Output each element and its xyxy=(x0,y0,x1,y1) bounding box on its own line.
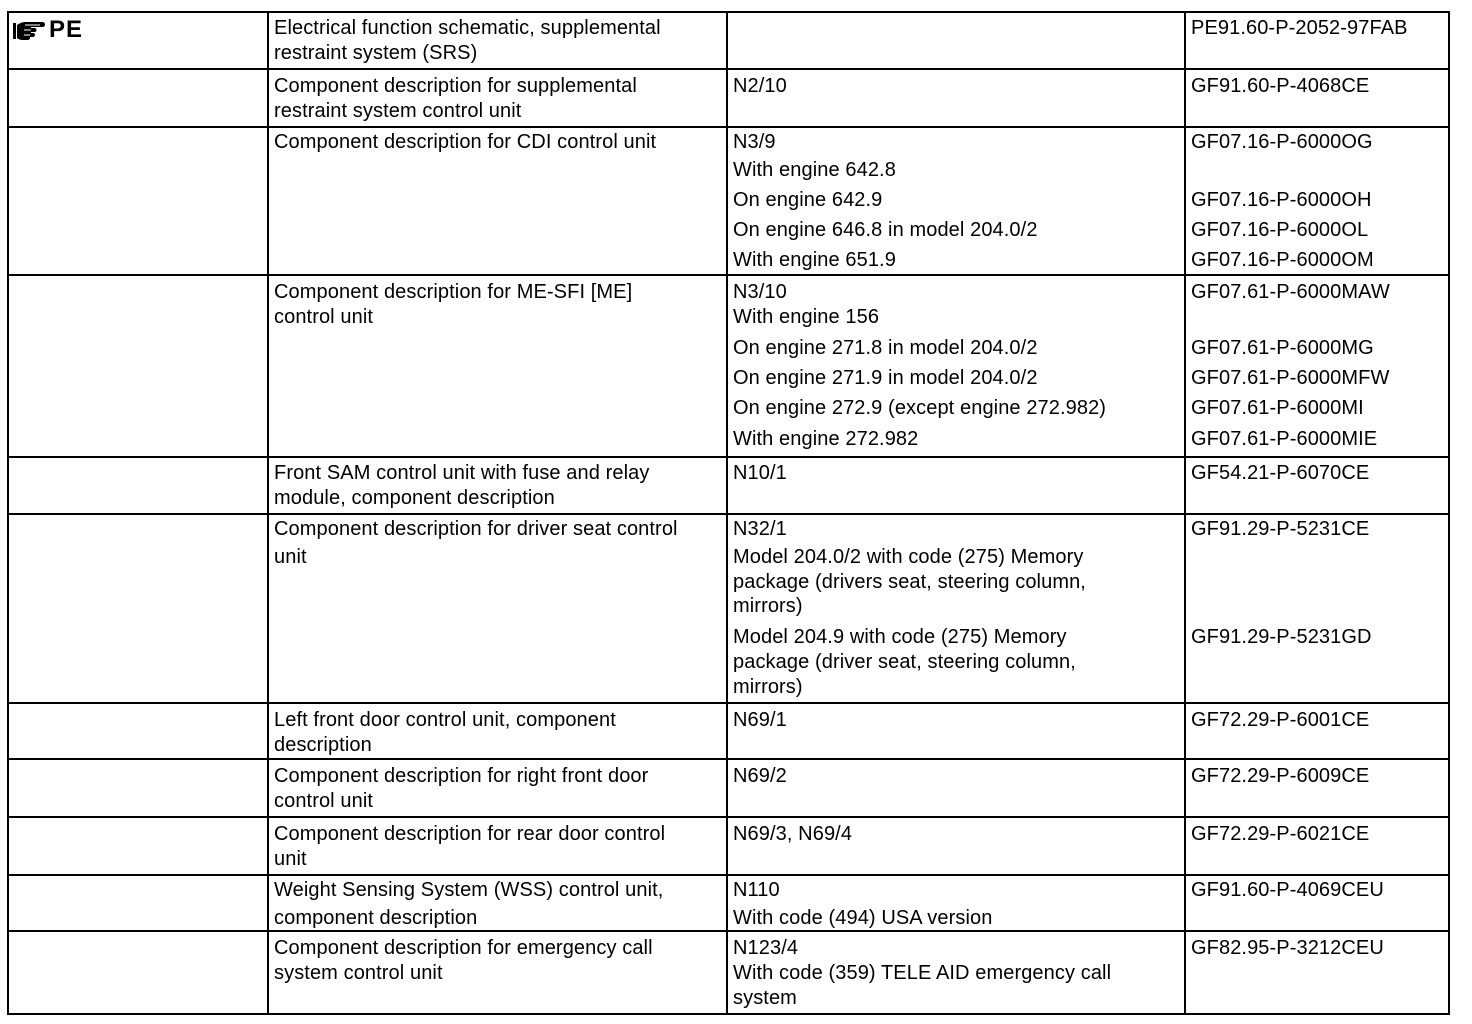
row-description-line: Component description for rear door control xyxy=(274,823,666,845)
document-reference: GF54.21-P-6070CE xyxy=(1191,462,1370,484)
row-divider xyxy=(7,68,1450,70)
row-divider xyxy=(7,702,1450,704)
component-entry: N3/9 xyxy=(733,131,776,153)
component-entry: Model 204.9 with code (275) Memory xyxy=(733,626,1067,648)
row-description-line: component description xyxy=(274,907,478,929)
component-entry: N123/4 xyxy=(733,937,799,959)
row-description-line: restraint system (SRS) xyxy=(274,42,478,64)
column-divider xyxy=(726,11,728,1015)
document-reference: GF82.95-P-3212CEU xyxy=(1191,937,1384,959)
document-reference: GF07.61-P-6000MG xyxy=(1191,337,1374,359)
component-entry: With engine 642.8 xyxy=(733,159,896,181)
document-reference: GF91.60-P-4068CE xyxy=(1191,75,1370,97)
row-description-line: Component description for supplemental xyxy=(274,75,637,97)
component-entry: On engine 272.9 (except engine 272.982) xyxy=(733,397,1107,419)
row-description-line: Weight Sensing System (WSS) control unit, xyxy=(274,879,664,901)
row-description-line: Component description for driver seat control xyxy=(274,518,678,540)
row-divider xyxy=(7,874,1450,876)
document-reference: GF91.29-P-5231CE xyxy=(1191,518,1370,540)
component-entry: N3/10 xyxy=(733,281,787,303)
document-reference: GF91.60-P-4069CEU xyxy=(1191,879,1384,901)
component-entry: package (drivers seat, steering column, xyxy=(733,571,1086,593)
component-entry: N2/10 xyxy=(733,75,787,97)
table-border-top xyxy=(7,11,1450,13)
row-description-line: unit xyxy=(274,546,307,568)
document-reference: GF07.61-P-6000MAW xyxy=(1191,281,1390,303)
row-description-line: system control unit xyxy=(274,962,443,984)
component-entry: With code (359) TELE AID emergency call xyxy=(733,962,1112,984)
component-entry: mirrors) xyxy=(733,595,803,617)
document-reference: PE91.60-P-2052-97FAB xyxy=(1191,17,1408,39)
component-entry: N32/1 xyxy=(733,518,787,540)
row-description-line: Component description for emergency call xyxy=(274,937,653,959)
table-border-left xyxy=(7,11,9,1015)
row-divider xyxy=(7,126,1450,128)
document-reference: GF72.29-P-6009CE xyxy=(1191,765,1370,787)
component-entry: system xyxy=(733,987,797,1009)
table-border-bottom xyxy=(7,1013,1450,1015)
document-reference: GF07.16-P-6000OG xyxy=(1191,131,1373,153)
component-entry: With engine 272.982 xyxy=(733,428,919,450)
row-divider xyxy=(7,758,1450,760)
component-entry: mirrors) xyxy=(733,676,803,698)
row-description-line: Component description for ME-SFI [ME] xyxy=(274,281,633,303)
component-entry: N69/3, N69/4 xyxy=(733,823,853,845)
component-entry: N110 xyxy=(733,879,780,901)
row-description-line: Front SAM control unit with fuse and relay xyxy=(274,462,650,484)
component-entry: On engine 271.9 in model 204.0/2 xyxy=(733,367,1038,389)
component-entry: package (driver seat, steering column, xyxy=(733,651,1076,673)
row-description-line: description xyxy=(274,734,372,756)
component-entry: On engine 646.8 in model 204.0/2 xyxy=(733,219,1038,241)
document-reference: GF72.29-P-6021CE xyxy=(1191,823,1370,845)
document-reference: GF07.61-P-6000MI xyxy=(1191,397,1364,419)
component-entry: On engine 642.9 xyxy=(733,189,883,211)
row-description-line: Left front door control unit, component xyxy=(274,709,616,731)
component-entry: With engine 651.9 xyxy=(733,249,896,271)
row-description-line: module, component description xyxy=(274,487,555,509)
component-entry: Model 204.0/2 with code (275) Memory xyxy=(733,546,1084,568)
column-divider xyxy=(267,11,269,1015)
component-entry: With engine 156 xyxy=(733,306,880,328)
row-description-line: unit xyxy=(274,848,307,870)
component-entry: N69/1 xyxy=(733,709,787,731)
row-description-line: Component description for right front door xyxy=(274,765,649,787)
row-divider xyxy=(7,513,1450,515)
document-reference: GF07.16-P-6000OL xyxy=(1191,219,1369,241)
document-reference: GF07.16-P-6000OH xyxy=(1191,189,1372,211)
component-entry: N69/2 xyxy=(733,765,787,787)
document-reference: GF07.61-P-6000MFW xyxy=(1191,367,1390,389)
component-entry: With code (494) USA version xyxy=(733,907,993,929)
row-divider xyxy=(7,930,1450,932)
pe-label: PE xyxy=(49,16,84,43)
row-divider xyxy=(7,816,1450,818)
table-border-right xyxy=(1448,11,1450,1015)
row-description-line: Component description for CDI control unit xyxy=(274,131,657,153)
row-description-line: control unit xyxy=(274,790,374,812)
document-reference: GF91.29-P-5231GD xyxy=(1191,626,1372,648)
component-entry: N10/1 xyxy=(733,462,787,484)
row-description-line: control unit xyxy=(274,306,374,328)
pe-marker xyxy=(12,16,83,44)
row-divider xyxy=(7,274,1450,276)
component-entry: On engine 271.8 in model 204.0/2 xyxy=(733,337,1038,359)
column-divider xyxy=(1184,11,1186,1015)
document-reference: GF07.61-P-6000MIE xyxy=(1191,428,1378,450)
document-reference: GF07.16-P-6000OM xyxy=(1191,249,1374,271)
row-divider xyxy=(7,456,1450,458)
pointing-hand-icon xyxy=(12,19,46,41)
document-reference: GF72.29-P-6001CE xyxy=(1191,709,1370,731)
row-description-line: Electrical function schematic, supplemental xyxy=(274,17,661,39)
row-description-line: restraint system control unit xyxy=(274,100,522,122)
